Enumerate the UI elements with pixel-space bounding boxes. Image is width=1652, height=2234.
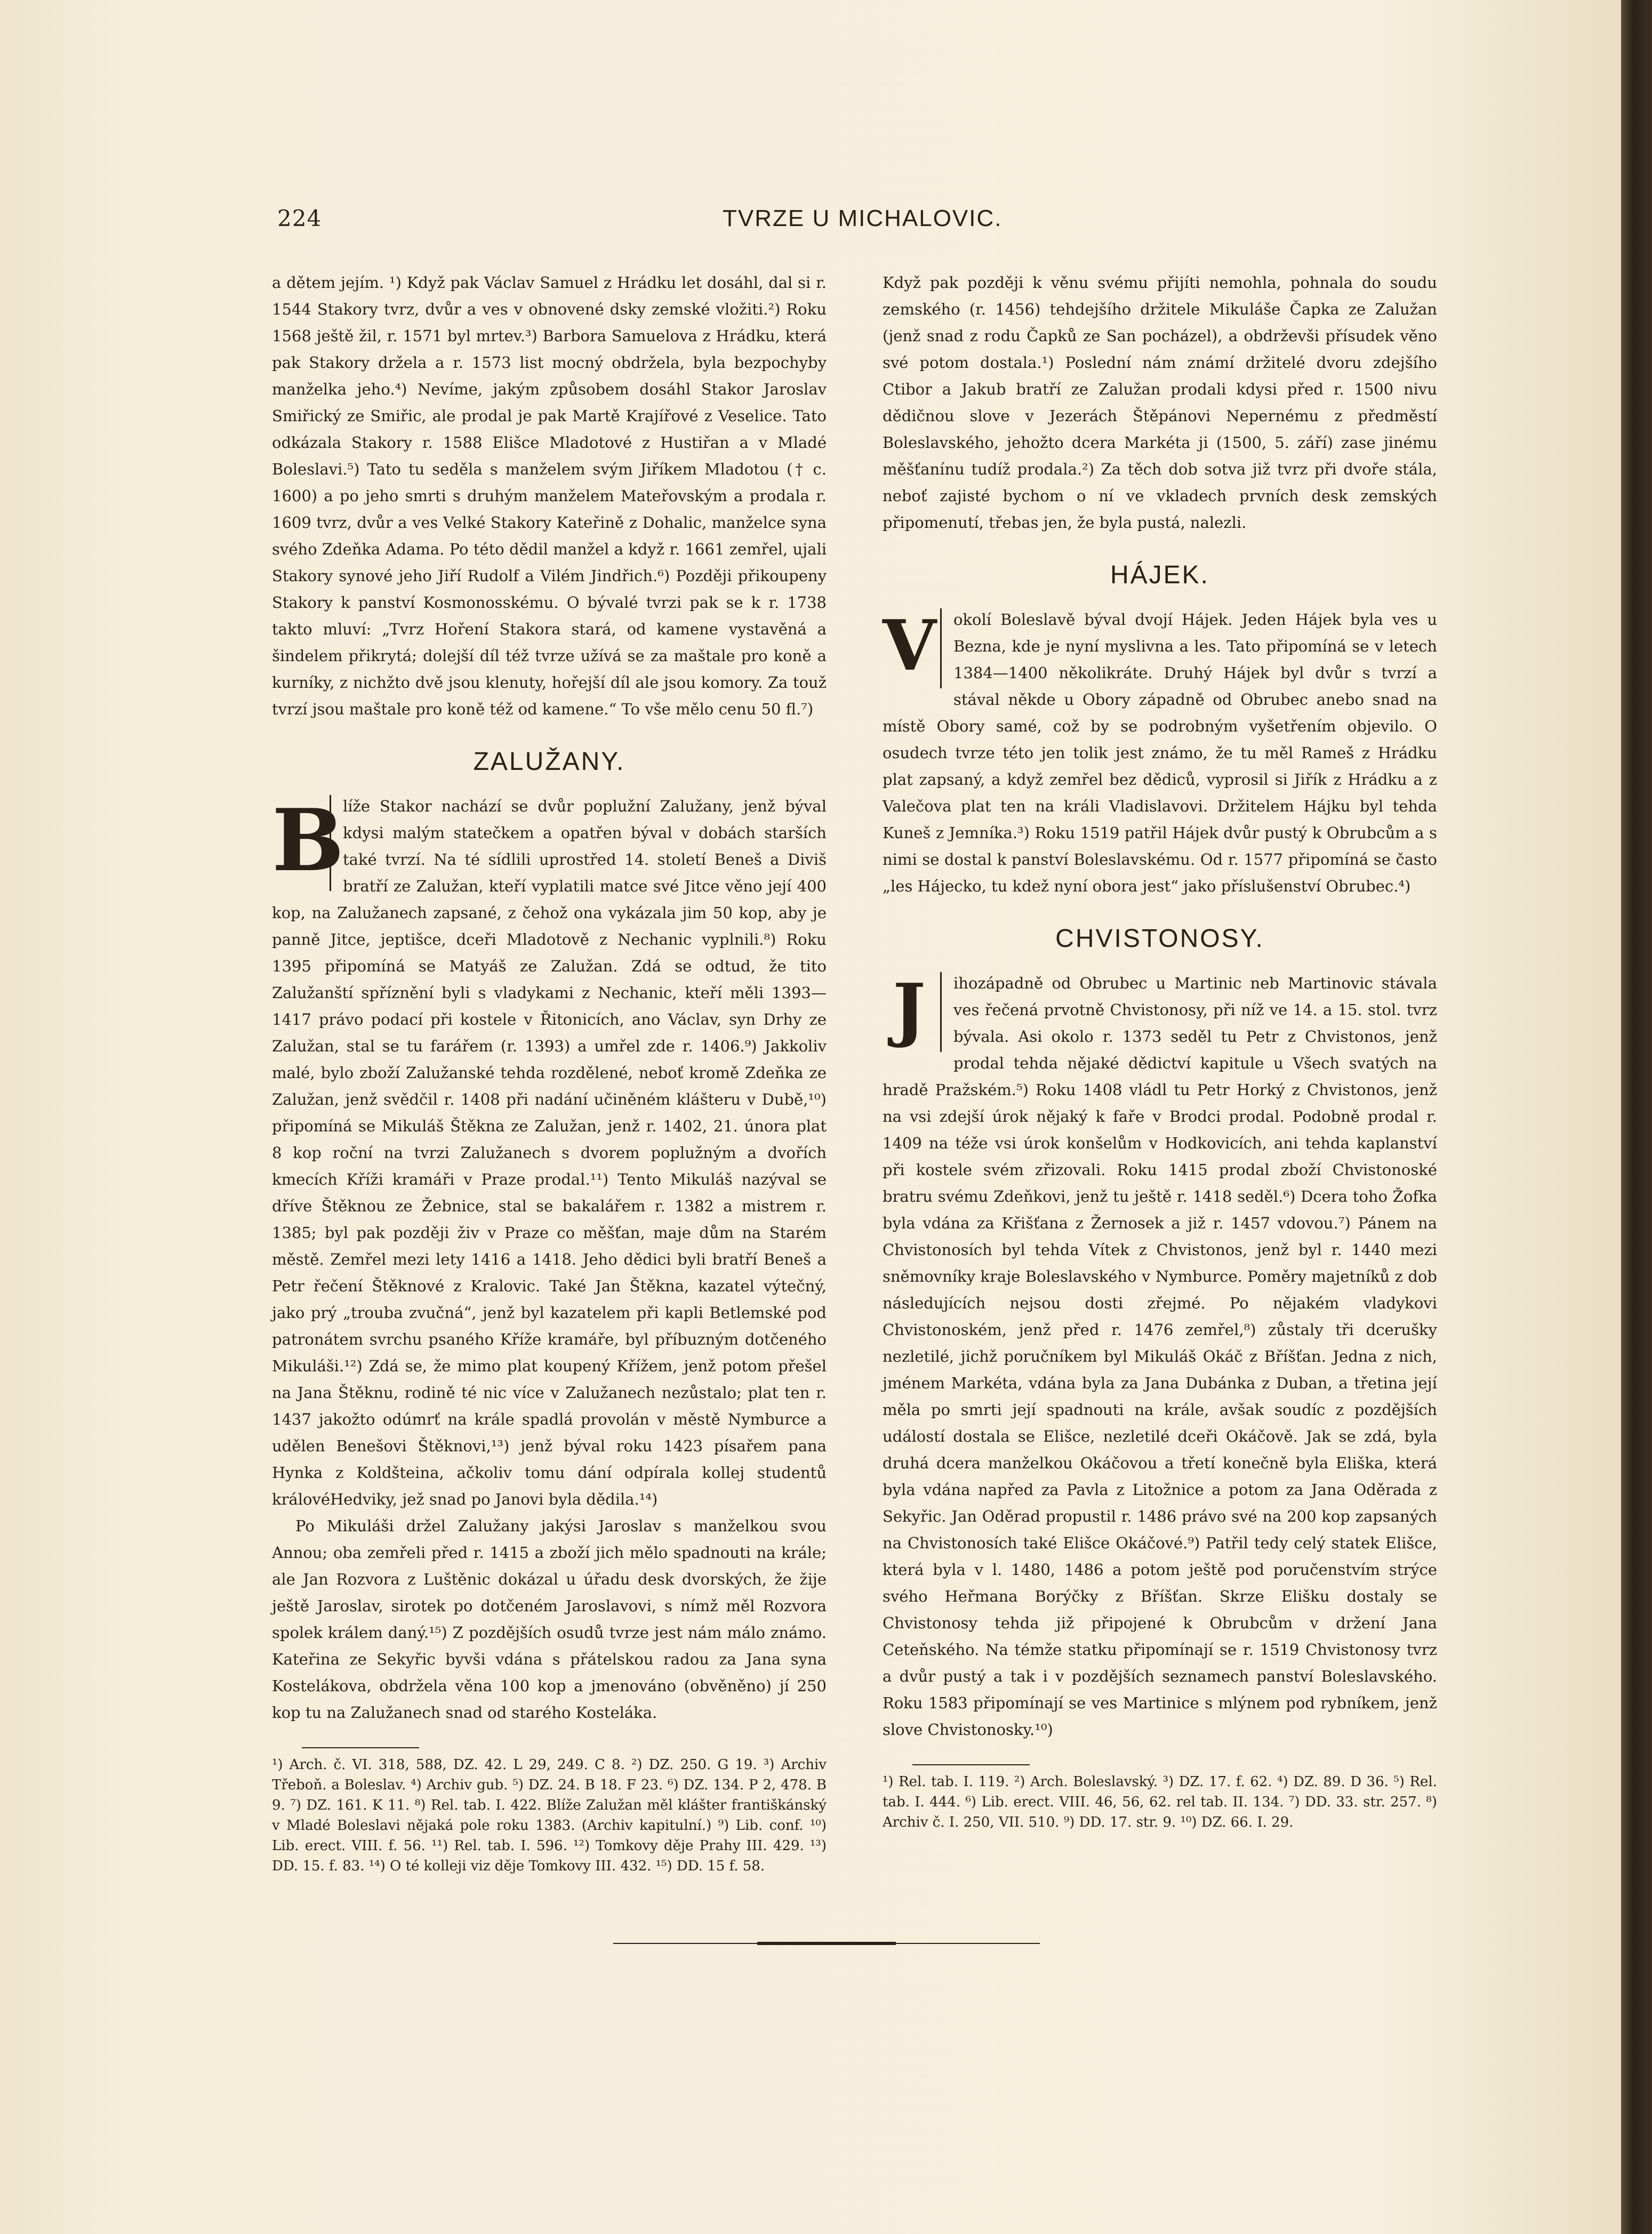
page-header (277, 205, 1434, 237)
hajek-paragraph (883, 606, 1437, 899)
zaluzany-paragraph-1 (272, 790, 827, 1513)
section-title-hajek: HÁJEK. (1110, 561, 1210, 589)
hajek-paragraph-text: okolí Boleslavě býval dvojí Hájek. Jeden Hájek byla ves u Bezna, kde je nyní myslivna a les. Tato připomíná se v letech 1384—1400 několikráte. Druhý Hájek byl dvůr s tvrzí a stával někde u Obory západně od Obrubec anebo snad na místě Obory samé, což by se podrobným vyšetřením objevilo. O osudech tvrze této jen tolik jest známo, že tu měl Rameš z Hrádku plat zapsaný, a když zemřel bez dědiců, vyprosil si Jiřík z Hrádku a z Valečova plat ten na králi Vladislavovi. Držitelem Hájku byl tehda Kuneš z Jemníka.³) Roku 1519 patřil Hájek dvůr pustý k Obrubcům a s nimi se dostal k panství Boleslavskému. Od r. 1577 připomíná se často „les Hájecko, tu kdež nyní obora jest“ jako příslušenství Obrubec.⁴) (883, 610, 1437, 895)
footnote-divider-left (302, 1747, 419, 1748)
bottom-ornament-rule (757, 1942, 896, 1945)
book-spine-edge (1621, 0, 1652, 2234)
ornamental-dropcap-v: V (883, 608, 942, 688)
bottom-ornament-rule-left (613, 1943, 757, 1944)
ornamental-dropcap-j: J (883, 972, 942, 1052)
chvistonosy-paragraph-text: ihozápadně od Obrubec u Martinic neb Martinovic stávala ves řečená prvotně Chvistonosy, při níž ve 14. a 15. stol. tvrz bývala. Asi okolo r. 1373 seděl tu Petr z Chvistonos, jenž prodal tehda nějaké dědictví kapitule u Všech svatých na hradě Pražském.⁵) Roku 1408 vládl tu Petr Horký z Chvistonos, jenž na vsi zdejší úrok nějaký k faře v Brodci prodal. Podobně prodal r. 1409 na téže vsi úrok konšelům v Hodkovicích, ani tehda kaplanství při kostele svém zřizovali. Roku 1415 prodal zboží Chvistonoské bratru svému Zdeňkovi, jenž tu ještě r. 1418 seděl.⁶) Dcera toho Žofka byla vdána za Křišťana z Žernosek a již r. 1457 vdovou.⁷) Pánem na Chvistonosích byl tehda Vítek z Chvistonos, jenž byl r. 1440 mezi sněmovníky kraje Boleslavského v Nymburce. Poměry majetníků z dob následujících nejsou dosti zřejmé. Po nějakém vladykovi Chvistonoském, jenž před r. 1476 zemřel,⁸) zůstaly tři dcerušky nezletilé, jichž poručníkem byl Mikuláš Okáč z Bříšťan. Jedna z nich, jménem Markéta, vdána byla za Jana Dubánka z Duban, a třetina její měla po smrti její spadnouti na krále, avšak soudíc z pozdějších událostí dostala se Elišce, nezletilé dceři Okáčově. Jak se zdá, byla druhá dcera manželkou Okáčovou a třetí konečně byla Eliška, která byla vdána napřed za Pavla z Litožnice a potom za Jana Oděrada z Sekyřic. Jan Oděrad propustil r. 1486 právo své na 200 kop zapsaných na Chvistonosích také Elišce Okáčové.⁹) Patřil tedy celý statek Elišce, která byla v l. 1480, 1486 a potom ještě pod poručenstvím strýce svého Heřmana Borýčky z Bříšťan. Skrze Elišku dostaly se Chvistonosy tehda již připojené k Obrubcům v držení Jana Ceteňského. Na témže statku připomínají se r. 1519 Chvistonosy tvrz a dvůr pustý a tak i v pozdějších seznamech panství Boleslavského. Roku 1583 připomínají se ves Martinice s mlýnem pod rybníkem, jenž slove Chvistonosky.¹⁰) (883, 974, 1437, 1739)
right-column (883, 269, 1437, 1833)
page-number: 224 (277, 205, 322, 231)
footnote-divider-right (912, 1764, 1030, 1765)
bottom-ornament-rule-right (896, 1943, 1040, 1944)
section-title-zaluzany: ZALUŽANY. (473, 748, 625, 776)
zaluzany-paragraph-2: Po Mikuláši držel Zalužany jakýsi Jaroslav s manželkou svou Annou; oba zemřeli před r. 1415 a zboží jich mělo spadnouti na krále; ale Jan Rozvora z Luštěnic dokázal u úřadu desk dvorských, že žije ještě Jaroslav, sirotek po dotčeném Jaroslavovi, s nímž měl Rozvora spolek králem daný.¹⁵) Z pozdějších osudů tvrze jest nám málo známo. Kateřina ze Sekyřic byvši vdána s přátelskou radou za Jana syna Kostelákova, obdržela věna 100 kop a jmenováno (obvěněno) jí 250 kop tu na Zalužanech snad od starého Kosteláka. (272, 1517, 827, 1722)
left-column (272, 269, 827, 1876)
stakory-continuation-paragraph: a dětem jejím. ¹) Když pak Václav Samuel z Hrádku let dosáhl, dal si r. 1544 Stakory tvrz, dvůr a ves v obnovené dsky zemské vložiti.²) Roku 1568 ještě žil, r. 1571 byl mrtev.³) Barbora Samuelova z Hrádku, která pak Stakory držela a r. 1573 list mocný obdržela, byla bezpochyby manželka jeho.⁴) Nevíme, jakým způsobem dosáhl Stakor Jaroslav Smiřický ze Smiřic, ale prodal je pak Martě Krajířové z Veselice. Tato odkázala Stakory r. 1588 Elišce Mladotové z Hustiřan a v Mladé Boleslavi.⁵) Tato tu seděla s manželem svým Jiříkem Mladotou († c. 1600) a po jeho smrti s druhým manželem Mateřovským a prodala r. 1609 tvrz, dvůr a ves Velké Stakory Kateřině z Dohalic, manželce syna svého Zdeňka Adama. Po této dědil manžel a když r. 1661 zemřel, ujali Stakory synové jeho Jiří Rudolf a Vilém Jindřich.⁶) Později přikoupeny Stakory k panství Kosmonosskému. O bývalé tvrzi pak se k r. 1738 takto mluví: „Tvrz Hoření Stakora stará, od kamene vystavěná a šindelem přikrytá; dolejší díl též tvrze užívá se za maštale pro koně a kurníky, z nichžto dvě jsou klenuty, hořejší díl ale jsou komory. Za touž tvrzí jsou maštale pro koně též od kamene.“ To vše mělo cenu 50 fl.⁷) (272, 274, 827, 718)
footnotes-left: ¹) Arch. č. VI. 318, 588, DZ. 42. L 29, 249. C 8. ²) DZ. 250. G 19. ³) Archiv Třeboň. a Boleslav. ⁴) Archiv gub. ⁵) DZ. 24. B 18. F 23. ⁶) DZ. 134. P 2, 478. B 9. ⁷) DZ. 161. K 11. ⁸) Rel. tab. I. 422. Blíže Zalužan měl klášter františkánský v Mladé Boleslavi nějaká pole roku 1383. (Archiv kapitulní.) ⁹) Lib. conf. ¹⁰) Lib. erect. VIII. f. 56. ¹¹) Rel. tab. I. 596. ¹²) Tomkovy děje Prahy III. 429. ¹³) DD. 15. f. 83. ¹⁴) O té kolleji viz děje Tomkovy III. 432. ¹⁵) DD. 15 f. 58. (272, 1757, 827, 1874)
zaluzany-paragraph-1-text: líže Stakor nachází se dvůr poplužní Zalužany, jenž býval kdysi malým statečkem a opatřen býval v dobách starších také tvrzí. Na té sídlili uprostřed 14. století Beneš a Diviš bratří ze Zalužan, kteří vyplatili matce své Jitce věno její 400 kop, na Zalužanech zapsané, z čehož ona vykázala jim 50 kop, aby je panně Jitce, jeptišce, dceři Mladotově z Nechanic vyplnili.⁸) Roku 1395 připomíná se Matyáš ze Zalužan. Zdá se odtud, že tito Zalužanští spříznění byli s vladykami z Nechanic, kteří měli 1393—1417 právo podací při kostele v Řitonicích, ano Václav, syn Drhy ze Zalužan, stal se tu farářem (r. 1393) a umřel zde r. 1406.⁹) Jakkoliv malé, bylo zboží Zalužanské tehda rozdělené, neboť kromě Zdeňka ze Zalužan, jenž svědčil r. 1408 při nadání učiněném klášteru v Dubě,¹⁰) připomíná se Mikuláš Štěkna ze Zalužan, jenž r. 1402, 21. února plat 8 kop roční na tvrzi Zalužanech s dvorem poplužným a dvořích kmecích Kříži kramáři v Praze prodal.¹¹) Tento Mikuláš nazýval se dříve Štěknou ze Žebnice, stal se bakalářem r. 1382 a mistrem r. 1385; byl pak později živ v Praze co měšťan, maje dům na Starém městě. Zemřel mezi lety 1416 a 1418. Jeho dědici byli bratří Beneš a Petr řečení Štěknové z Kralovic. Také Jan Štěkna, kazatel výtečný, jako prý „trouba zvučná“, jenž byl kazatelem při kapli Betlemské pod patronátem svrchu psaného Kříže kramáře, byl příbuzným dotčeného Mikuláši.¹²) Zdá se, že mimo plat koupený Křížem, jenž potom přešel na Jana Štěknu, rodině té nic více v Zalužanech nezůstalo; plat ten r. 1437 jakožto odúmrť na krále spadlá provolán v městě Nymburce a udělen Benešovi Štěknovi,¹³) jenž býval roku 1423 písařem pana Hynka z Koldšteina, ačkoliv tomu dání odpírala kollej studentů královéHedviky, jež snad po Janovi byla dědila.¹⁴) (272, 797, 827, 1508)
ornamental-dropcap-b: B (272, 790, 344, 890)
chvistonosy-paragraph (883, 970, 1437, 1743)
running-title: TVRZE U MICHALOVIC. (723, 205, 1003, 231)
section-title-chvistonosy: CHVISTONOSY. (1055, 925, 1264, 953)
zaluzany-continuation-paragraph: Když pak později k věnu svému přijíti nemohla, pohnala do soudu zemského (r. 1456) tehdejšího držitele Mikuláše Čapka ze Zalužan (jenž snad z rodu Čapků ze San pocházel), a obdrževši přísudek věno své potom dostala.¹) Poslední nám známí držitelé dvoru zdejšího Ctibor a Jakub bratří ze Zalužan prodali kdysi před r. 1500 nivu dědičnou slove v Jezerách Štěpánovi Nepernému z předměstí Boleslavského, jehožto dcera Markéta ji (1500, 5. září) zase jinému měšťanínu tudíž prodala.²) Za těch dob sotva již tvrz při dvoře stála, neboť zajisté bychom o ní ve vkladech prvních desk zemských připomenutí, třebas jen, že byla pustá, nalezli. (883, 274, 1437, 532)
footnotes-right: ¹) Rel. tab. I. 119. ²) Arch. Boleslavský. ³) DZ. 17. f. 62. ⁴) DZ. 89. D 36. ⁵) Rel. tab. I. 444. ⁶) Lib. erect. VIII. 46, 56, 62. rel tab. II. 134. ⁷) DD. 33. str. 257. ⁸) Archiv č. I. 250, VII. 510. ⁹) DD. 17. str. 9. ¹⁰) DZ. 66. I. 29. (883, 1774, 1437, 1830)
